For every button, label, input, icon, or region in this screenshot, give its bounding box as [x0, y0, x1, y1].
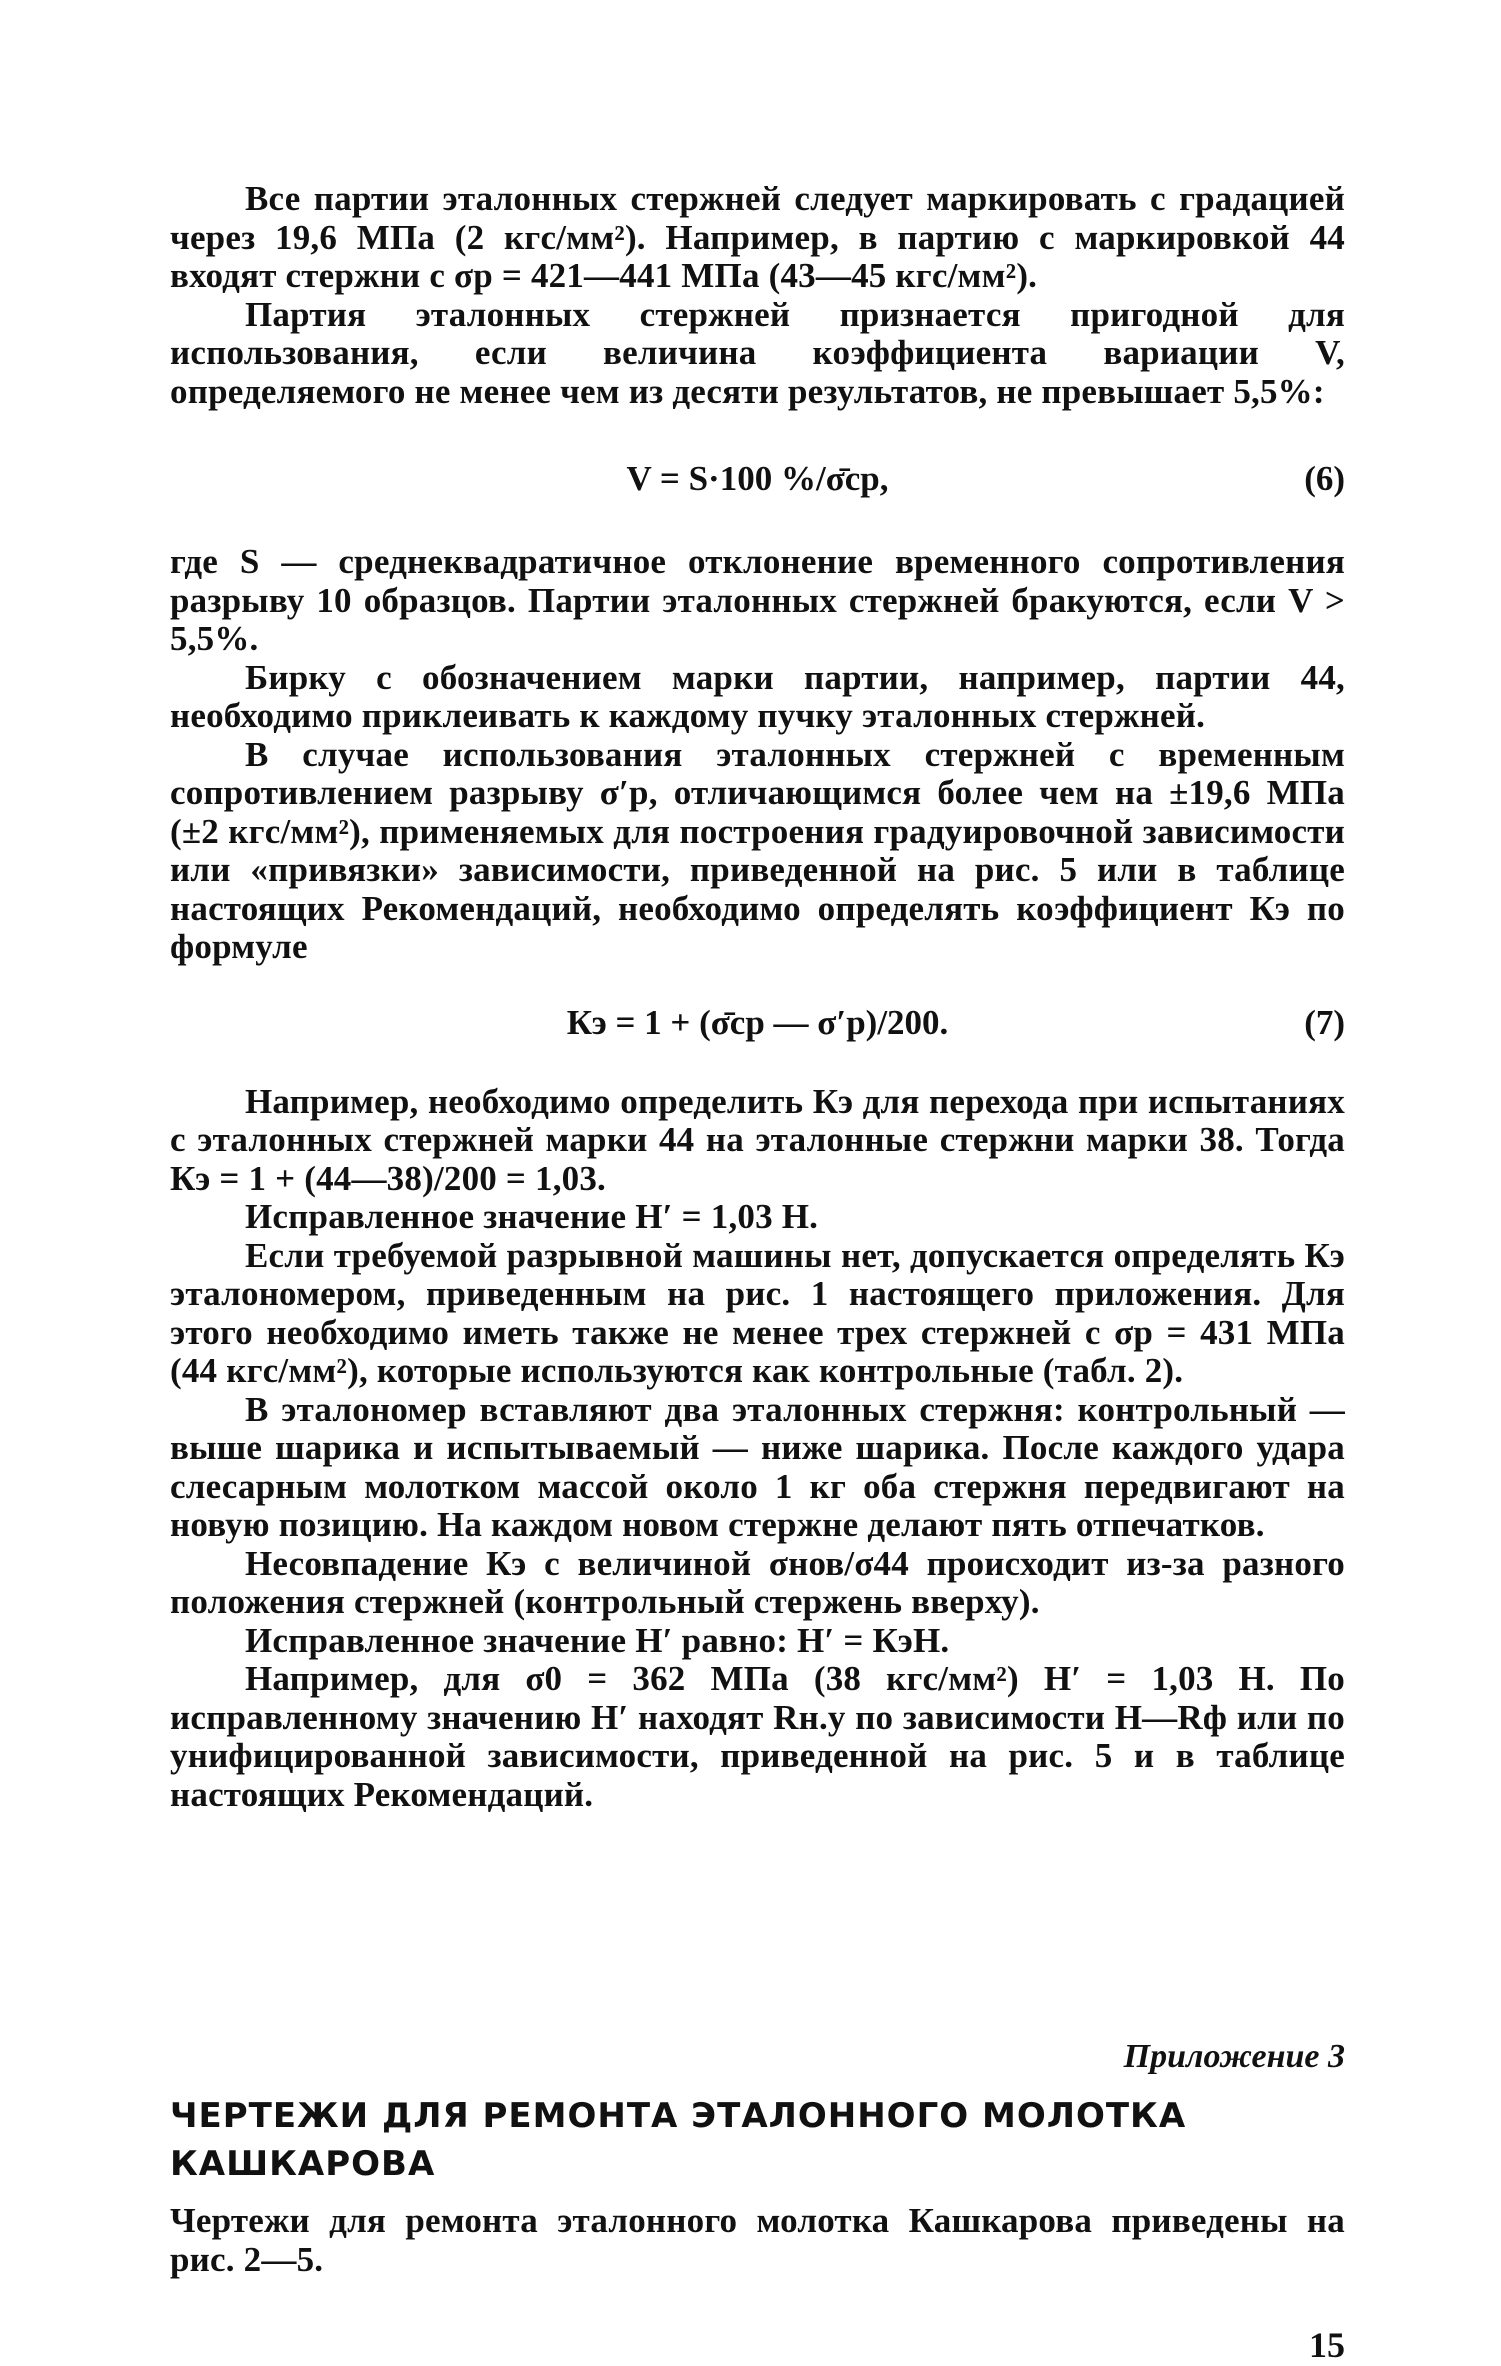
paragraph-mismatch: Несовпадение Кэ с величиной σнов/σ44 происходит из-за разного положения стержней (контрольный стержень вверху). [170, 1543, 1345, 1621]
paragraph-case: В случае использования эталонных стержней с временным сопротивлением разрыву σ′р, отличающимся более чем на ±19,6 МПа (±2 кгс/мм²), применяемых для построения градуировочной зависимости или «привязки» зависимости, приведенной на рис. 5 или в таблице настоящих Рекомендаций, необходимо определять коэффициент Кэ по формуле [170, 734, 1345, 966]
paragraph-example: Например, необходимо определить Кэ для перехода при испытаниях с эталонных стержней марки 44 на эталонные стержни марки 38. Тогда Кэ = 1 + (44—38)/200 = 1,03. [170, 1081, 1345, 1198]
formula-7 [170, 1003, 1345, 1043]
paragraph-example-2: Например, для σ0 = 362 МПа (38 кгс/мм²) H′ = 1,03 Н. По исправленному значению H′ находят Rн.у по зависимости H—Rф или по унифицированной зависимости, приведенной на рис. 5 и в таблице настоящих Рекомендаций. [170, 1659, 1345, 1814]
paragraph-corrected-equals: Исправленное значение H′ равно: H′ = КэH. [245, 1620, 950, 1660]
paragraph-variation: Партия эталонных стержней признается пригодной для использования, если величина коэффициента вариации V, определяемого не менее чем из десяти результатов, не превышает 5,5%: [170, 294, 1345, 411]
page-body [170, 179, 1345, 2365]
paragraph-corrected-value: Исправленное значение H′ = 1,03 Н. [245, 1197, 819, 1236]
formula-7-number: (7) [1304, 1002, 1345, 1042]
paragraph-marking: Все партии эталонных стержней следует маркировать с градацией через 19,6 МПа (2 кгс/мм²). Например, в партию с маркировкой 44 входят стержни с σр = 421—441 МПа (43—45 кгс/мм²). [170, 179, 1345, 295]
formula-6 [170, 459, 1345, 499]
formula-7-expression: Кэ = 1 + (σ̄ср — σ′р)/200. [566, 1002, 949, 1042]
paragraph-tag: Бирку с обозначением марки партии, например, партии 44, необходимо приклеивать к каждому пучку эталонных стержней. [170, 657, 1345, 735]
formula-6-number: (6) [1304, 459, 1345, 498]
appendix-label: Приложение 3 [1123, 2038, 1345, 2075]
formula-6-expression: V = S·100 %/σ̄ср, [626, 459, 889, 498]
section-heading: ЧЕРТЕЖИ ДЛЯ РЕМОНТА ЭТАЛОННОГО МОЛОТКА КАШКАРОВА [170, 2096, 1187, 2184]
paragraph-where-s: где S — среднеквадратичное отклонение временного сопротивления разрыву 10 образцов. Партии эталонных стержней бракуются, если V > 5,5%. [170, 542, 1345, 658]
paragraph-drawings: Чертежи для ремонта эталонного молотка Кашкарова приведены на рис. 2—5. [170, 2201, 1345, 2279]
paragraph-no-machine: Если требуемой разрывной машины нет, допускается определять Кэ эталономером, приведенным на рис. 1 настоящего приложения. Для этого необходимо иметь также не менее трех стержней с σр = 431 МПа (44 кгс/мм²), которые используются как контрольные (табл. 2). [170, 1235, 1345, 1390]
paragraph-etalonomer: В эталономер вставляют два эталонных стержня: контрольный — выше шарика и испытываемый — ниже шарика. После каждого удара слесарным молотком массой около 1 кг оба стержня передвигают на новую позицию. На каждом новом стержне делают пять отпечатков. [170, 1389, 1345, 1544]
page-number: 15 [1309, 2325, 1345, 2365]
